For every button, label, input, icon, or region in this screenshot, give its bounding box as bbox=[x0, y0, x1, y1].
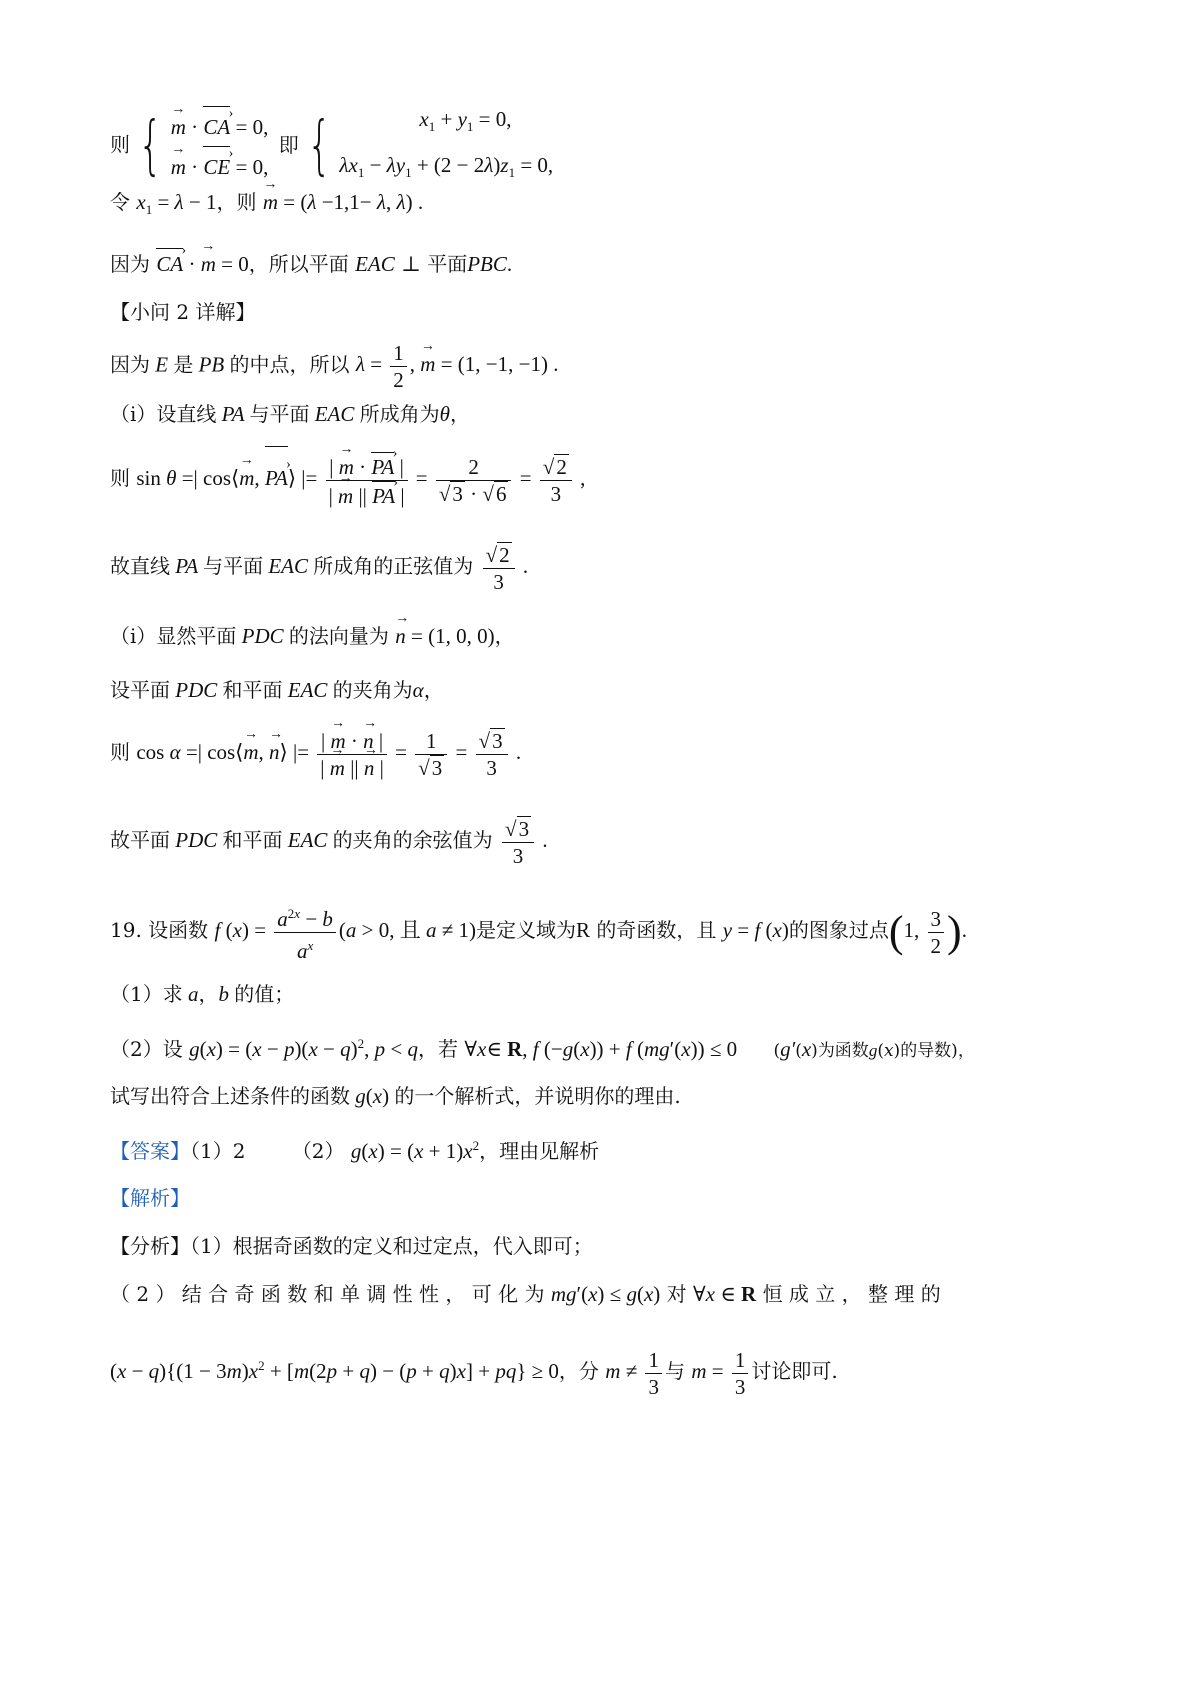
text-i1: （i）设直线 bbox=[110, 402, 217, 426]
text-then: ，则 bbox=[216, 190, 257, 214]
text-c: 的中点，所以 bbox=[229, 352, 350, 377]
analysis-label: 【解析】 bbox=[110, 1186, 190, 1210]
text-f2c: 恒 成 立 ， 整 理 的 bbox=[762, 1282, 941, 1306]
text-p19d: 的图象过点 bbox=[788, 918, 889, 942]
text-c1b: 与平面 bbox=[203, 554, 264, 578]
line-plane-perp: 因为 CA › · → m = 0，所以平面 EAC ⊥ 平面PBC. bbox=[110, 248, 512, 278]
text-i1b: 与平面 bbox=[249, 402, 310, 426]
text-pingmian: 平面 bbox=[427, 252, 468, 276]
text-c1a: 故直线 bbox=[110, 554, 170, 578]
text-q2note: 为函数 bbox=[817, 1041, 869, 1061]
answer-2b: ，理由见解析 bbox=[479, 1139, 600, 1163]
text-i1c: 所成角为 bbox=[359, 402, 440, 426]
text-ling: 令 bbox=[110, 190, 130, 214]
line-cos-alpha: 则 cos α =| cos⟨→ m, → n⟩ |= $\frac{| \to m \cdot \to n |}{| \to m || \to n |}$ = $\frac{1}{√3}$ = $\frac{√3}{3}$ . bbox=[110, 722, 521, 782]
answer-label: 【答案】 bbox=[110, 1139, 190, 1163]
system-vector: → m · CA › = 0, → m · CE › = 0, bbox=[171, 106, 269, 186]
text-ii2a: 设平面 bbox=[110, 678, 170, 702]
fenxi-line-3: $(x - q)\{(1 - 3m)x^2 + [m(2p + q) - (p + q)x] + pq\} \ge 0$，分 m ≠ $\frac{1}{3}$ 与 m = $\frac{1}{3}$ 讨论即可. bbox=[110, 1347, 838, 1399]
text-ze2: 则 bbox=[110, 466, 130, 490]
system-scalar: $x_1 + y_1 = 0$, $\lambda x_1 - \lambda y_1 + (2 - 2\lambda)z_1 = 0$, bbox=[339, 107, 554, 181]
text-b: 是 bbox=[173, 352, 194, 377]
text-f2a: （ 2 ） 结 合 奇 函 数 和 单 调 性 性 ， 可 化 为 bbox=[110, 1282, 545, 1306]
problem-19-q2-line2: 试写出符合上述条件的函数 g(x) 的一个解析式，并说明你的理由. bbox=[110, 1084, 681, 1108]
text-p19c: 的奇函数，且 bbox=[596, 918, 717, 942]
text-q2note2: 的导数)， bbox=[900, 1041, 975, 1061]
answer-line: 【答案】（1）2 （2） $g(x) = (x + 1)x^2$，理由见解析 bbox=[110, 1138, 600, 1163]
answer-2: （2） bbox=[291, 1139, 345, 1163]
subquestion-2-header: 【小问 2 详解】 bbox=[110, 300, 256, 324]
text-f3b: 与 bbox=[664, 1359, 685, 1383]
problem-19-q1: （1）求 a，b 的值； bbox=[110, 982, 295, 1006]
answer-1: （1）2 bbox=[190, 1139, 246, 1163]
brace-left-2: { bbox=[306, 109, 332, 184]
line-sin-theta: 则 sin θ =| cos⟨→ m, PA ›⟩ |= $\frac{| \to m \cdot PA › |}{| \to m || PA › |}$ = $\frac{2}{√3 \cdot √6}$ = $\frac{√2}{3}$ , bbox=[110, 446, 585, 509]
text-p19a: 设函数 bbox=[148, 918, 209, 942]
text-p19b: 是定义域为 bbox=[476, 918, 577, 942]
text-c2a: 故平面 bbox=[110, 828, 170, 852]
text-q1b: 的值； bbox=[234, 982, 295, 1006]
line-e-midpoint: 因为 E 是 PB 的中点，所以 λ = $\frac{1}{2}$ , → m = (1, −1, −1) . bbox=[110, 340, 559, 393]
text-ii2c: 的夹角为 bbox=[332, 678, 413, 702]
text-ze: 则 bbox=[110, 132, 130, 157]
text-ii2b: 和平面 bbox=[222, 678, 283, 702]
line-angle-alpha: 设平面 PDC 和平面 EAC 的夹角为α， bbox=[110, 678, 444, 702]
text-f3a: ，分 bbox=[558, 1359, 599, 1383]
text-suoyi: ，所以平面 bbox=[248, 252, 349, 276]
text-f2b: 对 bbox=[666, 1282, 687, 1306]
brace-left-1: { bbox=[138, 109, 163, 184]
text-c1c: 所成角的正弦值为 bbox=[313, 554, 474, 578]
line-conclusion-1: 故直线 PA 与平面 EAC 所成角的正弦值为 $\frac{√2}{3}$ . bbox=[110, 542, 529, 594]
problem-19-statement: 19. 设函数 f (x) = $\frac{a^{2x} - b}{a^x}$ (a > 0, 且 a ≠ 1)是定义域为R 的奇函数，且 y = f (x)的图象过点(1, $\frac{3}{2}$ ). bbox=[110, 900, 967, 964]
text-ii1a: （i）显然平面 bbox=[110, 624, 237, 648]
text-q2: （2）设 bbox=[110, 1037, 183, 1061]
text-q1: （1）求 bbox=[110, 982, 183, 1006]
text-a: 因为 bbox=[110, 352, 150, 377]
line-ii-normal: （i）显然平面 PDC 的法向量为 → n = (1, 0, 0)， bbox=[110, 622, 515, 650]
text-q2b: ，若 bbox=[417, 1037, 458, 1061]
fenxi-line-2: （ 2 ） 结 合 奇 函 数 和 单 调 性 性 ， 可 化 为 mg′(x) ≤ g(x) 对 ∀x ∈ R 恒 成 立 ， 整 理 的 bbox=[110, 1282, 941, 1306]
equation-system-line bbox=[110, 100, 553, 192]
text-ji: 即 bbox=[278, 132, 299, 157]
text-ii1b: 的法向量为 bbox=[288, 624, 389, 648]
text-f3c: 讨论即可. bbox=[751, 1359, 838, 1383]
text-c2b: 和平面 bbox=[222, 828, 283, 852]
fenxi-line-1: 【分析】（1）根据奇函数的定义和过定点，代入即可； bbox=[110, 1234, 593, 1258]
text-q2l2b: 的一个解析式，并说明你的理由. bbox=[394, 1084, 681, 1108]
line-conclusion-2: 故平面 PDC 和平面 EAC 的夹角的余弦值为 $\frac{√3}{3}$ . bbox=[110, 816, 548, 868]
text-q2l2: 试写出符合上述条件的函数 bbox=[110, 1084, 350, 1108]
text-ze3: 则 bbox=[110, 740, 130, 764]
text-c2c: 的夹角的余弦值为 bbox=[332, 828, 493, 852]
problem-number: 19. bbox=[110, 918, 142, 942]
problem-19-q2: （2）设 $g(x) = (x - p)(x - q)^2$, p < q，若 ∀x∈ R, f (−g(x)) + f (mg′(x)) ≤ 0 (g′(x)为函数g(x)的导数)， bbox=[110, 1036, 975, 1061]
text-yinwei: 因为 bbox=[110, 252, 150, 276]
line-let-x1: 令 $x_1 = \lambda - 1$，则 → m = (λ −1,1− λ, λ) . bbox=[110, 188, 423, 224]
line-i-angle: （i）设直线 PA 与平面 EAC 所成角为θ， bbox=[110, 402, 470, 426]
